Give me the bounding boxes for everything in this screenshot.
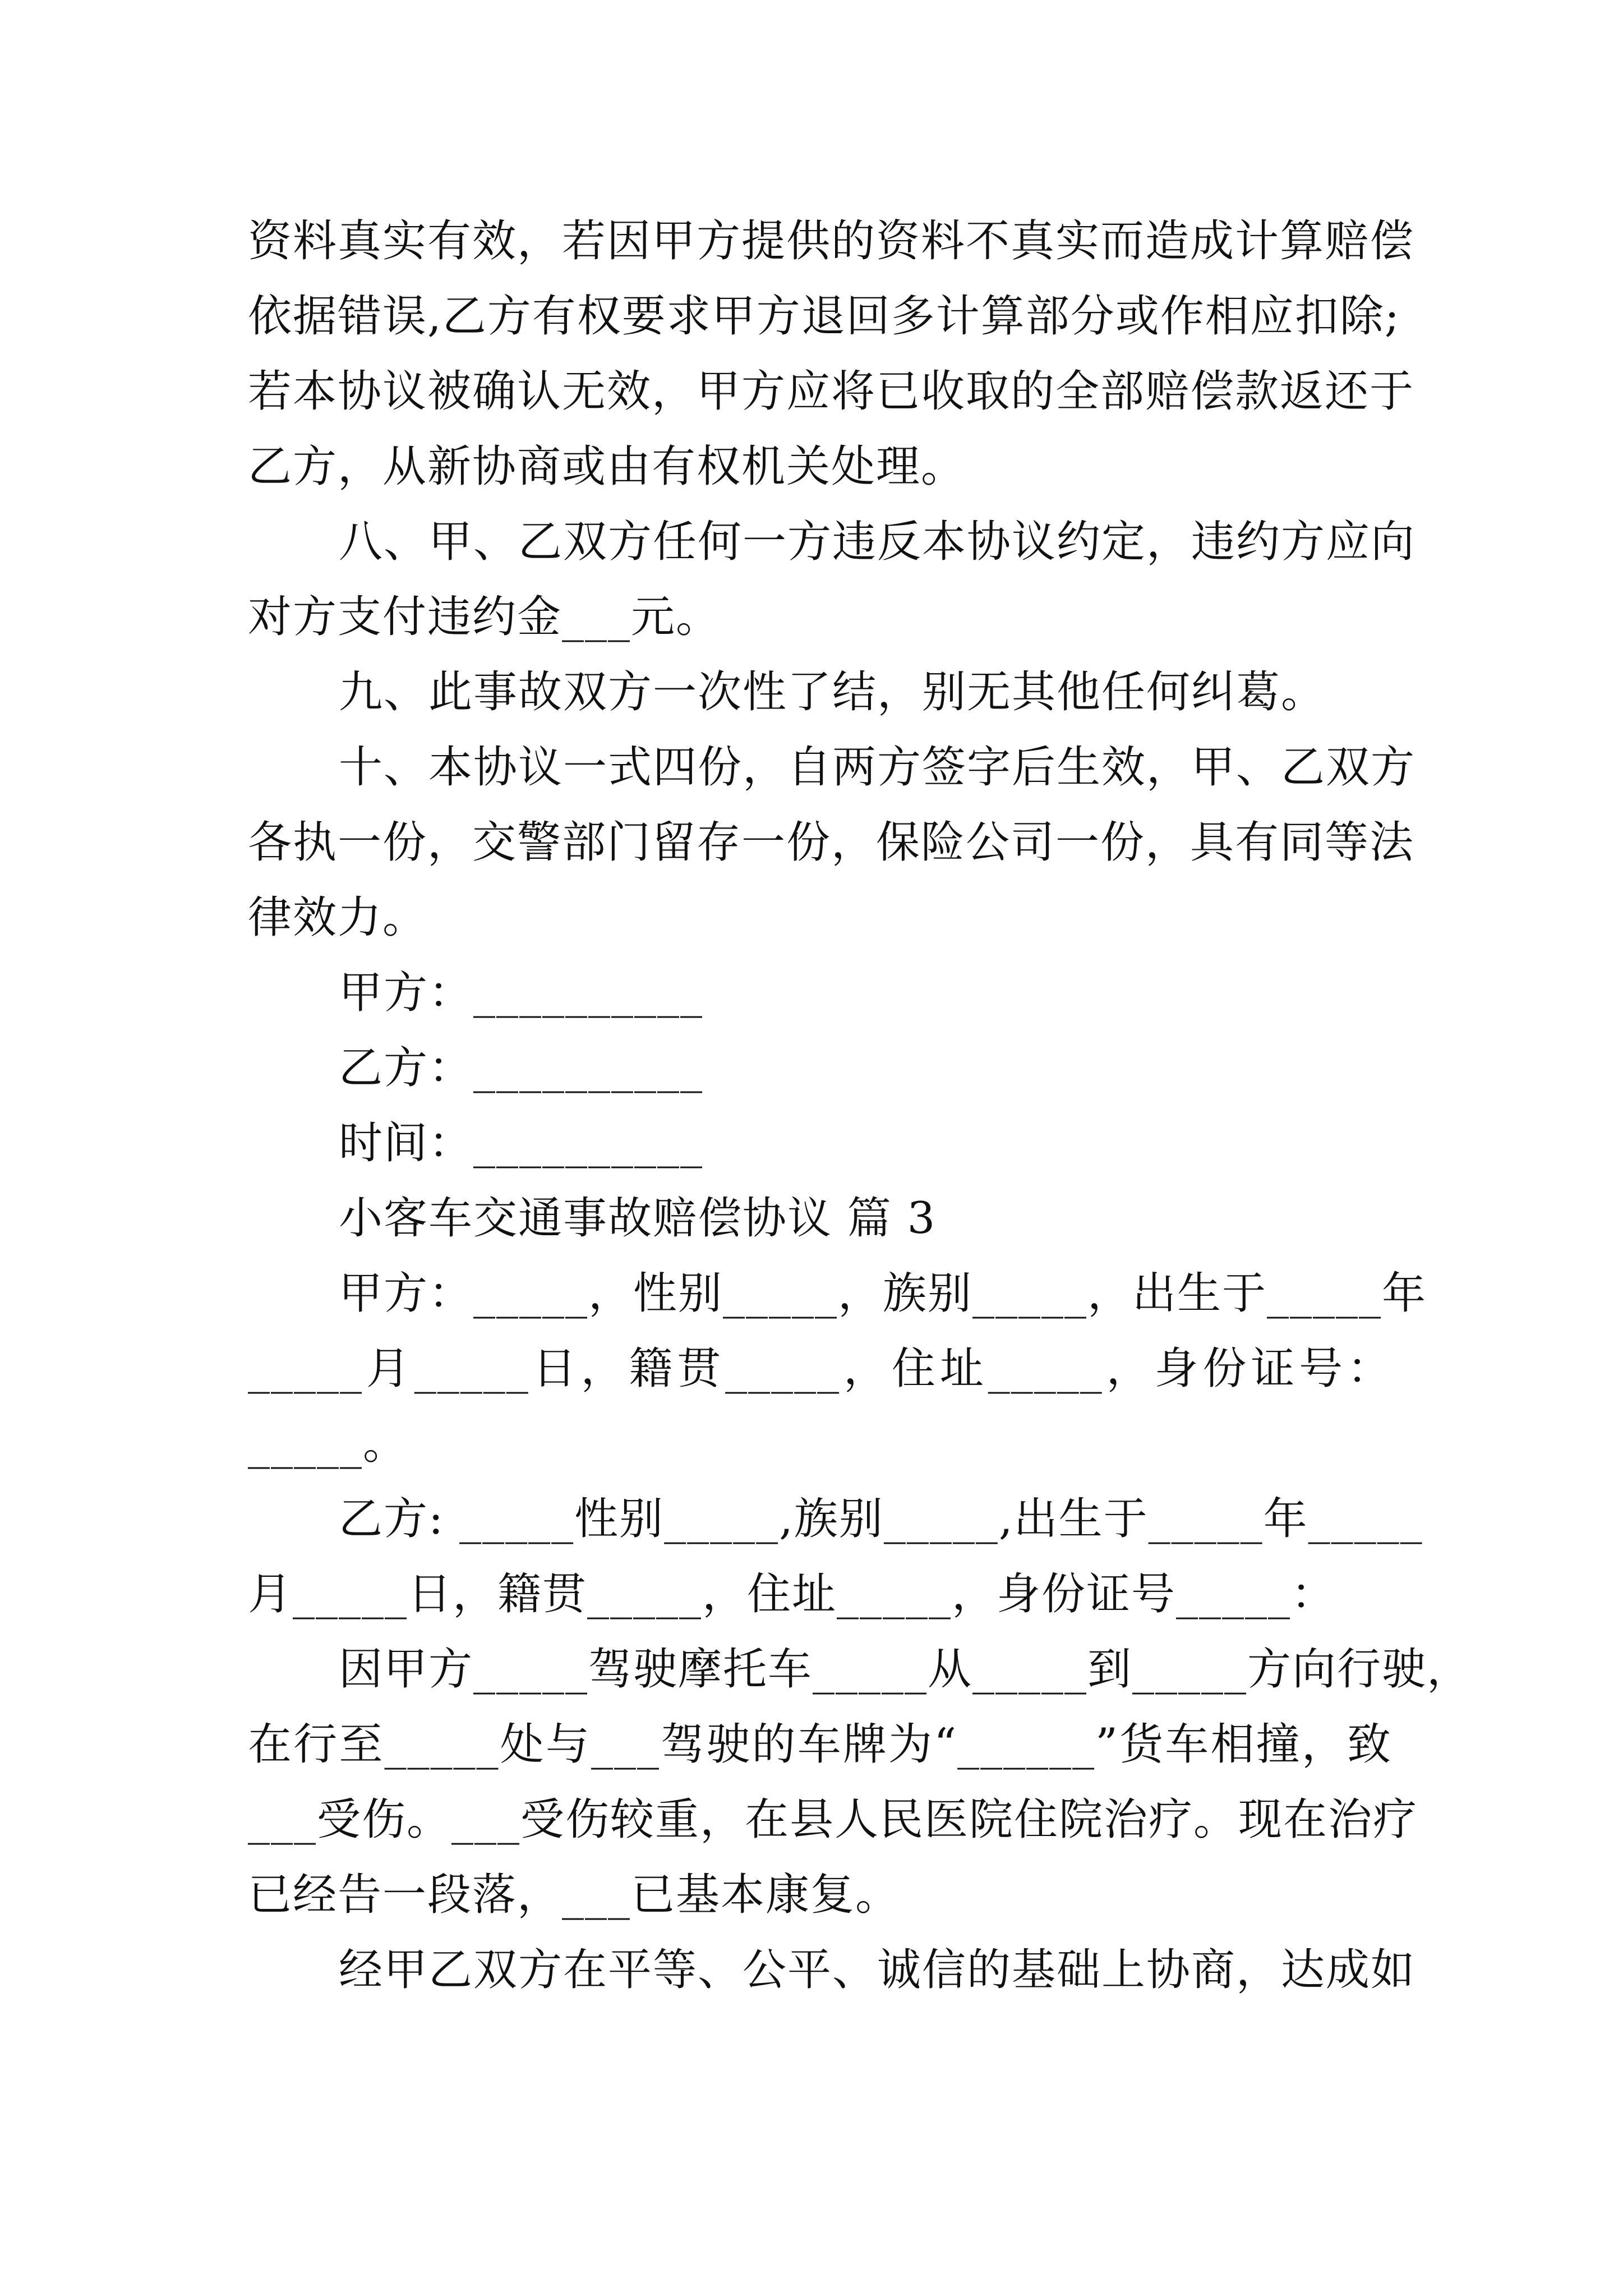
agreement-intro: 经甲乙双方在平等、公平、诚信的基础上协商，达成如 [339,1945,1416,1995]
text-line: 资料真实有效，若因甲方提供的资料不真实而造成计算赔偿 [248,216,1415,266]
party-a-info-line-3: _____。 [248,1419,408,1469]
text-line: 乙方，从新协商或由有权机关处理。 [248,441,966,492]
incident-line-4: 已经告一段落，___已基本康复。 [248,1870,901,1920]
party-a-info-line-1: 甲方：_____，性别_____，族别_____，出生于_____年 [339,1268,1427,1319]
date-signature: 时间：__________ [339,1118,704,1168]
clause-8-line-2: 对方支付违约金___元。 [248,592,721,642]
section-title: 小客车交通事故赔偿协议 篇 3 [339,1193,937,1244]
incident-line-2: 在行至_____处与___驾驶的车牌为“______”货车相撞，致 [248,1719,1392,1770]
text-line: 依据错误,乙方有权要求甲方退回多计算部分或作相应扣除; [248,291,1401,342]
party-b-signature: 乙方：__________ [339,1043,704,1093]
party-a-signature: 甲方：__________ [339,968,704,1018]
clause-10-line-2: 各执一份，交警部门留存一份，保险公司一份，具有同等法 [248,817,1415,868]
incident-line-1: 因甲方_____驾驶摩托车_____从_____到_____方向行驶， [339,1644,1472,1695]
clause-9: 九、此事故双方一次性了结，别无其他任何纠葛。 [339,667,1326,717]
clause-10-line-1: 十、本协议一式四份，自两方签字后生效，甲、乙双方 [339,742,1416,793]
party-a-info-line-2: _____月_____日，籍贯_____，住址_____，身份证号： [248,1343,1392,1394]
party-b-info-line-1: 乙方: _____性别_____,族别_____,出生于_____年_____ [339,1494,1423,1544]
text-line: 若本协议被确认无效，甲方应将已收取的全部赔偿款返还于 [248,366,1415,417]
clause-8-line-1: 八、甲、乙双方任何一方违反本协议约定，违约方应向 [339,517,1416,567]
clause-10-line-3: 律效力。 [248,892,428,943]
party-b-info-line-2: 月_____日，籍贯_____，住址_____，身份证号_____： [248,1569,1336,1619]
incident-line-3: ___受伤。___受伤较重，在县人民医院住院治疗。现在治疗 [248,1795,1418,1845]
